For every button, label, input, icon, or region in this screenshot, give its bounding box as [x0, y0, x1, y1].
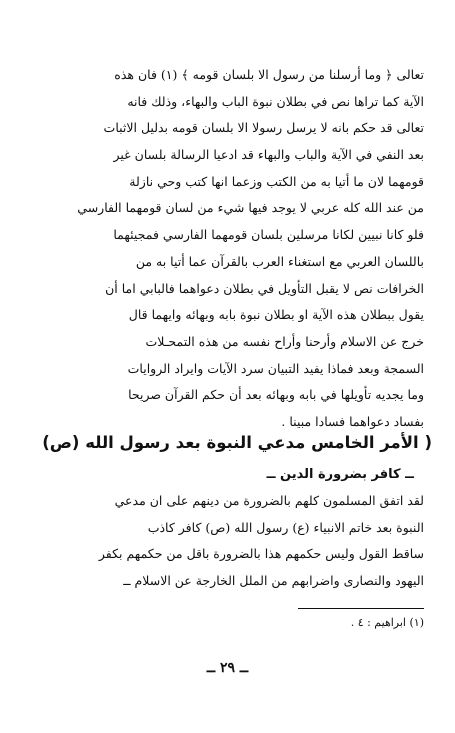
text-line: يقول ببطلان هذه الآية او بطلان نبوة بابه وبهائه وايهما قال	[128, 307, 424, 323]
text-line: الآية كما تراها نص في بطلان نبوة الباب والبهاء، وذلك فانه	[127, 93, 424, 109]
text-line: من عند الله كله عربي لا يوجد فيها شيء من لسان قومهما الفارسي	[77, 200, 424, 216]
page-number: ــ ٢٩ ــ	[206, 660, 249, 676]
text-line: ساقط القول وليس حكمهم هذا بالضرورة باقل من حكمهم بكفر	[98, 546, 424, 562]
section-heading: ( الأمر الخامس مدعي النبوة بعد رسول الله (ص)	[42, 433, 432, 452]
paragraph-main	[34, 62, 424, 436]
text-line: تعالى ﴿ وما أرسلنا من رسول الا بلسان قومه ﴾ (١) فان هذه	[114, 67, 424, 82]
text-line: الخرافات نص لا يقبل التأويل في بطلان دعواهما فالبابي اما أن	[105, 280, 424, 296]
text-line: باللسان العربي مع استغناء العرب بالقرآن عما أتيا به من	[135, 253, 424, 269]
text-line: قومهما لان ما أتيا به من الكتب وزعما انها كتب وحي نازلة	[129, 173, 424, 189]
section-subheading: ــ كافر بضرورة الدين ــ	[266, 467, 414, 482]
text-line: بفساد دعواهما فسادا مبينا .	[281, 413, 424, 429]
text-line: خرج عن الاسلام وأرحنا وأراح نفسه من هذه التمحـلات	[145, 333, 424, 349]
footnote: (١) ابراهيم : ٤ .	[350, 616, 424, 629]
text-line: تعالى قد حكم بانه لا يرسل رسولا الا بلسان قومه بدليل الاثبات	[103, 120, 424, 136]
text-line: النبوة بعد خاتم الانبياء (ع) رسول الله (ص) كافر كاذب	[147, 519, 424, 535]
text-line: اليهود والنصارى واضرابهم من الملل الخارجة عن الاسلام ــ	[123, 573, 424, 589]
text-line: السمجة وبعد فماذا يفيد التبيان سرد الآيات وايراد الروايات	[127, 360, 424, 376]
text-line: بعد النفي في الآية والباب والبهاء قد ادعيا الرسالة بلسان غير	[113, 147, 424, 163]
text-line: لقد اتفق المسلمون كلهم بالضرورة من دينهم على ان مدعي	[114, 493, 424, 508]
footnote-divider	[298, 608, 424, 609]
paragraph-second	[34, 488, 424, 595]
text-line: فلو كانا نبيين لكانا مرسلين بلسان قومهما الفارسي فمجيئهما	[113, 227, 424, 243]
text-line: وما يجديه تأويلها في بابه وبهائه بعد أن حكم القرآن صريحا	[128, 387, 424, 403]
